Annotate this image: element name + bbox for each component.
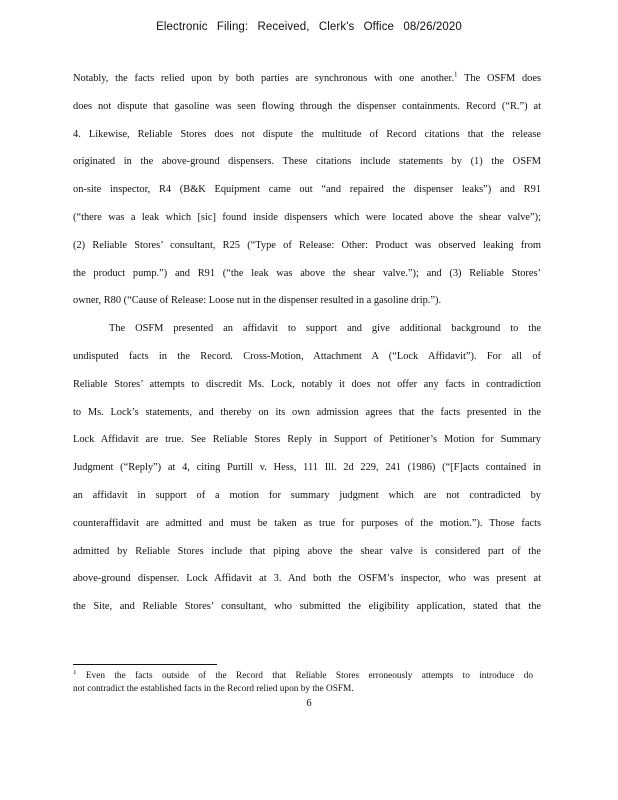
body-line: does not dispute that gasoline was seen flowing through the dispenser containments. Record (“R.”) at (73, 100, 541, 112)
body-line: Notably, the facts relied upon by both parties are synchronous with one another.$^1$ The OSFM does (73, 71, 541, 84)
body-line: Lock Affidavit are true. See Reliable Stores Reply in Support of Petitioner’s Motion for Summary (73, 434, 541, 446)
body-line: The OSFM presented an affidavit to support and give additional background to the (109, 323, 541, 335)
body-line: owner, R80 (“Cause of Release: Loose nut in the dispenser resulted in a gasoline drip.”). (73, 295, 442, 307)
page-number: 6 (306, 698, 312, 709)
body-line: to Ms. Lock’s statements, and thereby on its own admission agrees that the facts presented in the (73, 406, 541, 418)
footnote-reference: 1 (454, 71, 458, 79)
body-line: the product pump.”) and R91 (“the leak was above the shear valve.”); and (3) Reliable Stores’ (73, 267, 541, 279)
body-line: counteraffidavit are admitted and must be taken as true for purposes of the motion.”). Those facts (73, 517, 541, 529)
footnote-line: not contradict the established facts in the Record relied upon by the OSFM. (73, 684, 354, 694)
footnote-line: $^1$ Even the facts outside of the Record that Reliable Stores erroneously attempts to introduce do (73, 670, 533, 683)
body-line: an affidavit in support of a motion for summary judgment which are not contradicted by (73, 489, 541, 501)
body-line: Reliable Stores’ attempts to discredit Ms. Lock, notably it does not offer any facts in contradiction (73, 378, 541, 390)
body-line: Judgment (“Reply”) at 4, citing Purtill v. Hess, 111 Ill. 2d 229, 241 (1986) (“[F]acts contained in (73, 462, 541, 474)
body-line: the Site, and Reliable Stores’ consultant, who submitted the eligibility application, stated that the (73, 601, 541, 613)
body-line: admitted by Reliable Stores include that piping above the shear valve is considered part of the (73, 545, 541, 557)
body-line: (“there was a leak which [sic] found inside dispensers which were located above the shear valve”); (73, 211, 541, 223)
footnote-divider (73, 664, 217, 665)
body-line: 4. Likewise, Reliable Stores does not dispute the multitude of Record citations that the release (73, 128, 541, 140)
body-text (73, 71, 541, 627)
footnote-marker: 1 (73, 670, 77, 676)
body-line: (2) Reliable Stores’ consultant, R25 (“Type of Release: Other: Product was observed leaking from (73, 239, 541, 251)
body-line: undisputed facts in the Record. Cross-Motion, Attachment A (“Lock Affidavit”). For all of (73, 350, 541, 362)
body-line: originated in the above-ground dispensers. These citations include statements by (1) the OSFM (73, 156, 541, 168)
filing-header: Electronic Filing: Received, Clerk's Office 08/26/2020 (156, 21, 462, 33)
footnote (73, 670, 533, 696)
body-line: on-site inspector, R4 (B&K Equipment came out “and repaired the dispenser leaks”) and R91 (73, 184, 541, 196)
body-line: above-ground dispenser. Lock Affidavit at 3. And both the OSFM’s inspector, who was present at (73, 573, 541, 585)
